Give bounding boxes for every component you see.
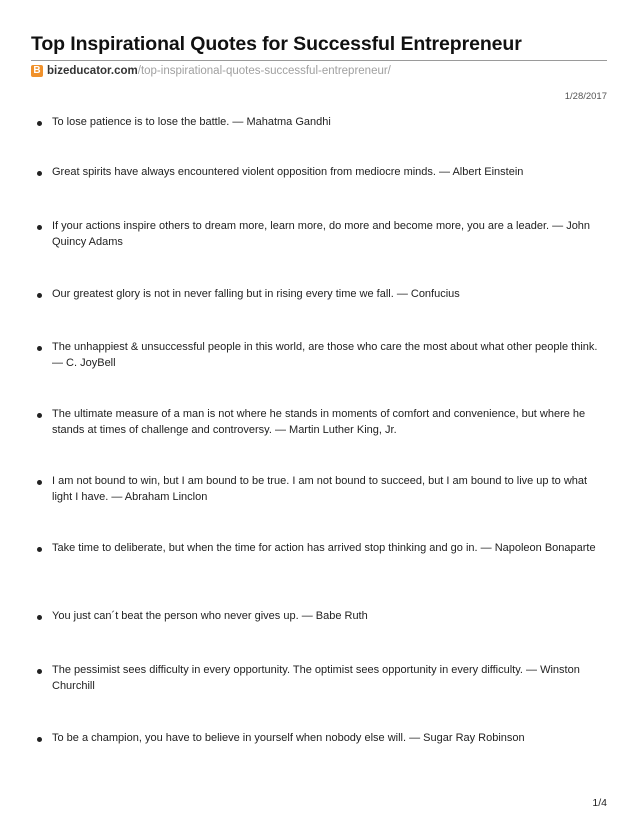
bullet xyxy=(37,669,42,674)
bullet xyxy=(37,480,42,485)
source-line xyxy=(31,65,391,77)
bullet xyxy=(37,346,42,351)
bullet xyxy=(37,121,42,126)
quote-item: The ultimate measure of a man is not where he stands in moments of comfort and convenience, but where he stands at times of challenge and controversy. — Martin Luther King, Jr. xyxy=(52,408,586,436)
quote-item: The pessimist sees difficulty in every opportunity. The optimist sees opportunity in every difficulty. — Winston Churchill xyxy=(52,664,580,692)
bullet xyxy=(37,225,42,230)
bullet xyxy=(37,293,42,298)
quote-item: To lose patience is to lose the battle. — Mahatma Gandhi xyxy=(52,116,331,128)
quote-item: Great spirits have always encountered violent opposition from mediocre minds. — Albert Einstein xyxy=(52,166,524,178)
quote-item: Our greatest glory is not in never falling but in rising every time we fall. — Confucius xyxy=(52,288,460,300)
quote-item: Take time to deliberate, but when the time for action has arrived stop thinking and go in. — Napoleon Bonaparte xyxy=(52,542,596,554)
quote-item: If your actions inspire others to dream more, learn more, do more and become more, you are a leader. — John Quincy Adams xyxy=(52,220,591,248)
blogger-icon: B xyxy=(31,65,43,77)
bullet xyxy=(37,615,42,620)
document-title: Top Inspirational Quotes for Successful Entrepreneur xyxy=(31,33,522,55)
quote-item: The unhappiest & unsuccessful people in this world, are those who care the most about what other people think. — C. JoyBell xyxy=(52,341,598,369)
bullet xyxy=(37,413,42,418)
quote-item: You just can´t beat the person who never gives up. — Babe Ruth xyxy=(52,610,368,622)
page-number: 1/4 xyxy=(592,797,607,809)
source-domain[interactable]: bizeducator.com xyxy=(47,65,138,77)
bullet xyxy=(37,171,42,176)
quote-item: I am not bound to win, but I am bound to be true. I am not bound to succeed, but I am bound to live up to what light I have. — Abraham Linclon xyxy=(52,475,588,503)
quote-item: To be a champion, you have to believe in yourself when nobody else will. — Sugar Ray Robinson xyxy=(52,732,525,744)
source-path[interactable]: /top-inspirational-quotes-successful-entrepreneur/ xyxy=(137,65,391,77)
title-rule xyxy=(31,60,607,61)
document-date: 1/28/2017 xyxy=(564,91,607,102)
bullet xyxy=(37,737,42,742)
bullet xyxy=(37,547,42,552)
